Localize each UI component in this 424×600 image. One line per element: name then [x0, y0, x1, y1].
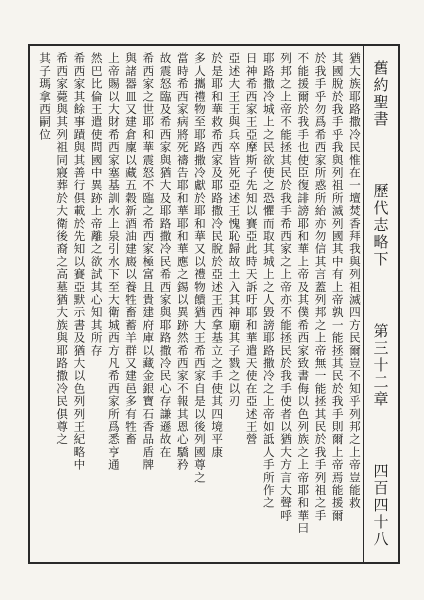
text-column: 當時希西家病將死禱告耶和華耶和華應之錫以異跡然希西家不報其恩心驕矜 [175, 52, 190, 472]
text-column: 列邦之上帝不能拯其民於我手希西家之上帝亦不能拯民於我手使者以猶大方言大聲呼 [279, 52, 294, 522]
text-column: 故震怒臨及希西家與猶大及耶路撒冷民希西家與耶路撒冷民心存謙遜故在 [158, 52, 173, 459]
text-body [36, 52, 360, 556]
text-column: 日神希西家王亞摩斯子先知以賽亞此時天訴吁耶和華遣天使在亞述王營 [244, 52, 259, 446]
text-column: 亞述大王王與兵卒皆死亞述王愧恥歸故土入其神廟其子戮之以刃 [227, 52, 242, 408]
page-number: 四百四十八 [371, 463, 390, 548]
text-column: 猶大族耶路撒冷民惟在一壇焚香拜我與列祖滅四方民爾豈不知乎列邦之上帝豈能救 [347, 52, 362, 510]
text-column: 多人攜禮物至耶路撒冷獻於耶和華又以禮物饋猶大王希西家自是以後列國尊之 [192, 52, 207, 484]
page-frame [28, 44, 400, 564]
text-column: 耶路撒冷城上之民欲使之恐懼而取其城上之人毀謗耶路撒冷之上帝如詆人手所作之 [261, 52, 276, 510]
margin-column [368, 60, 394, 548]
text-column: 其國脫於我手乎我與列祖所滅列國其中有上帝孰一能拯其民於我手則爾上帝焉能援爾 [330, 52, 345, 522]
text-column: 然巴比倫王遣使問國中異跡上帝離之欲試其心知其所存 [89, 52, 104, 357]
margin-divider [363, 46, 364, 562]
text-column: 上帝賜以大財希西家塞基訓水上泉引水下至大衛城西方凡希西家所爲悉亨通 [106, 52, 121, 472]
chapter-label: 第三十二章 [371, 323, 390, 408]
text-column: 於我手乎勿爲希西家所惑所紿亦勿信其言蓋列邦之上帝無一能拯其民於我手列祖之手 [313, 52, 328, 522]
text-column: 於是耶和華救希西家及耶路撒冷民脫於亞述王西拿基立之手使其四境平康 [210, 52, 225, 459]
text-column: 其子瑪拿西嗣位 [38, 52, 52, 141]
book-title: 舊約聖書 [371, 60, 390, 128]
text-column: 希西家之世耶和華震怒不臨之希西家極富且貴建府庫以藏金銀寶石香品盾牌 [141, 52, 156, 472]
text-column: 不能援爾於我手也使臣復誹謗耶和華上帝及其僕希西家致書侮以色列族之上帝耶和華曰 [296, 52, 311, 535]
text-column: 希西家薨與其列祖同寢葬於大衛後裔之高墓猶大族與耶路撒冷民俱尊之 [55, 52, 70, 446]
book-name: 歷代志略下 [371, 183, 390, 268]
text-column: 與諸器皿又建倉廩以藏五穀新酒油建廄以養牲畜蓄羊群又建邑多有牲畜 [124, 52, 139, 446]
text-column: 希西家其餘事蹟與其善行俱載於先知以賽亞默示書及猶大以色列列王紀略中 [72, 52, 87, 472]
